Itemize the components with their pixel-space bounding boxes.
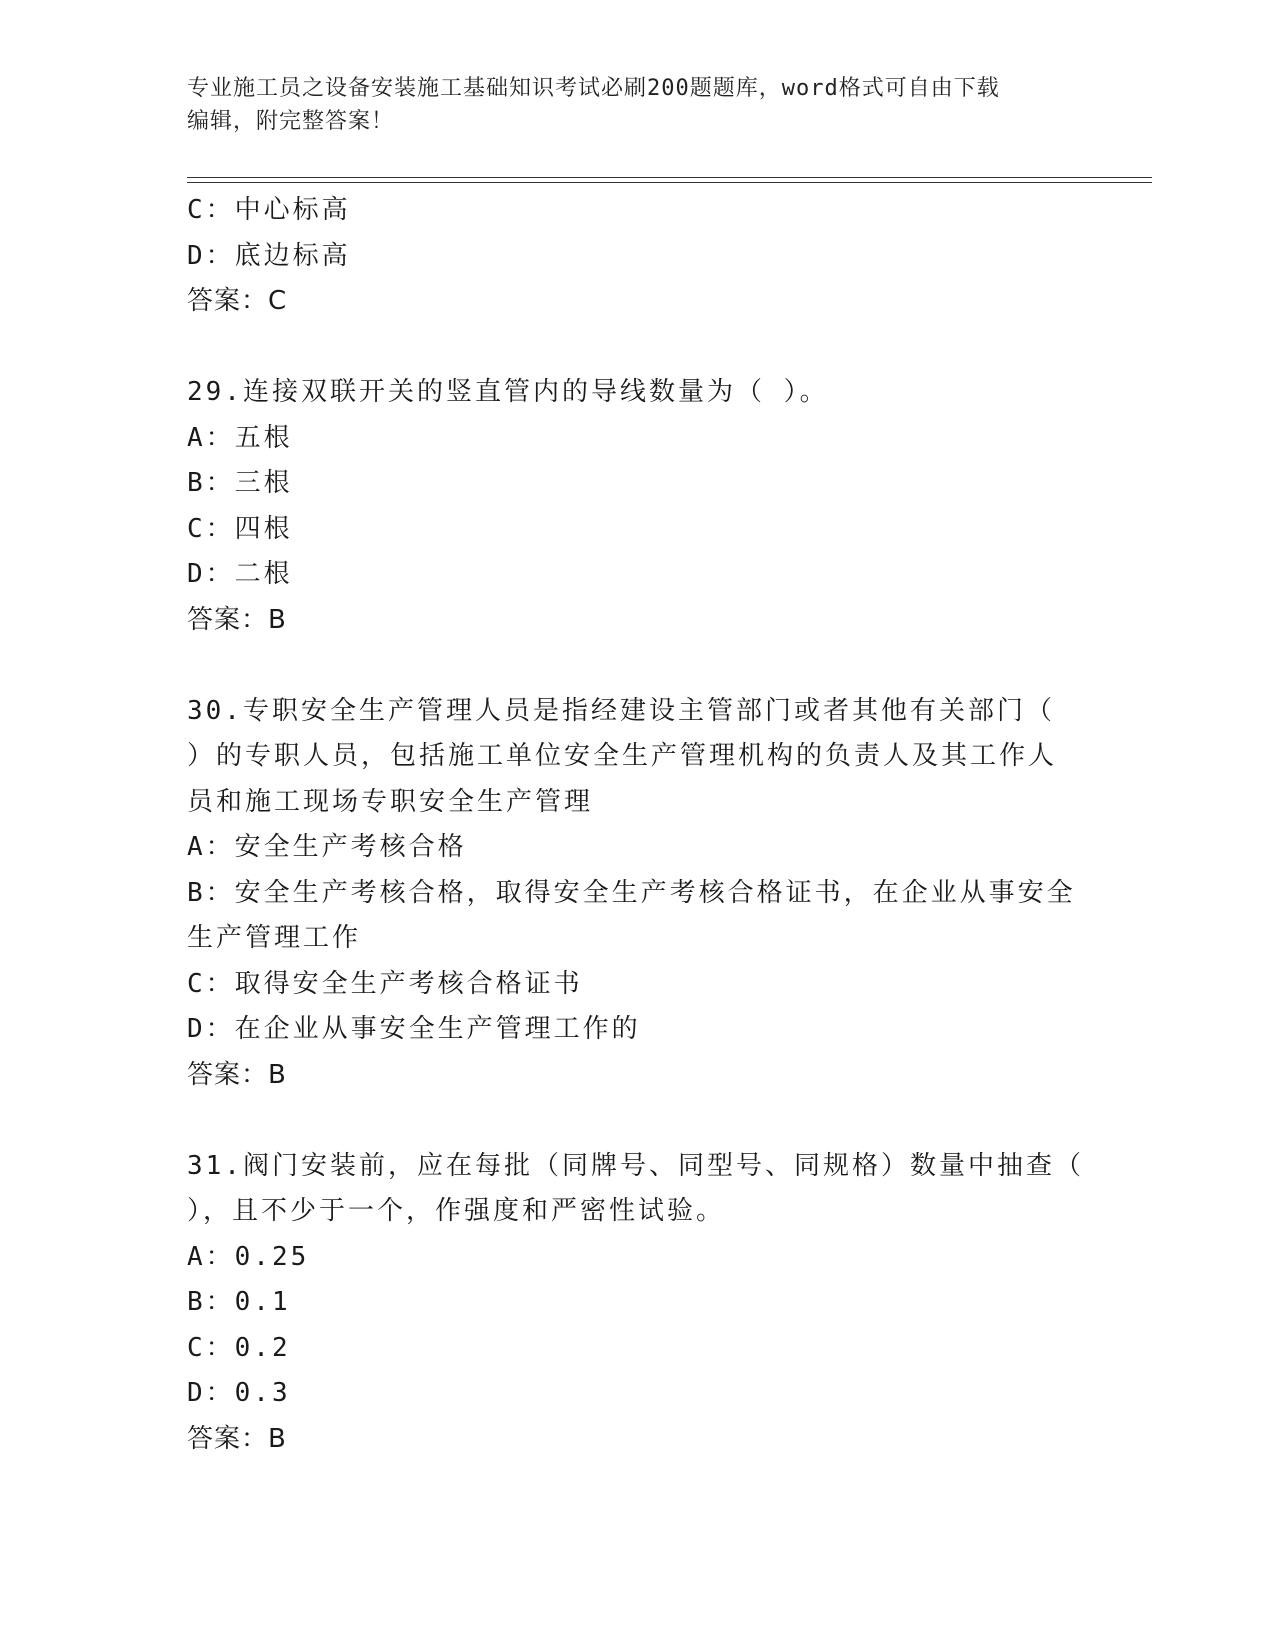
question-28-tail [187, 188, 1087, 325]
header-title-line-1: 专业施工员之设备安装施工基础知识考试必刷200题题库，word格式可自由下载 [187, 76, 1000, 101]
answer-line: 答案：C [187, 286, 288, 316]
question-stem-line-1: 30.专职安全生产管理人员是指经建设主管部门或者其他有关部门（ [187, 695, 1055, 726]
option-a: A：0.25 [187, 1241, 310, 1272]
question-stem-line-2: ）的专职人员，包括施工单位安全生产管理机构的负责人及其工作人 [187, 741, 1058, 771]
document-header [187, 72, 1067, 138]
header-divider-bottom [187, 182, 1152, 183]
header-title-line-2: 编辑，附完整答案！ [187, 109, 395, 134]
option-c: C：取得安全生产考核合格证书 [187, 968, 583, 999]
option-c: C：中心标高 [187, 195, 351, 225]
answer-line: 答案：B [187, 604, 287, 635]
option-a: A：五根 [187, 422, 293, 453]
option-a: A：安全生产考核合格 [187, 832, 467, 862]
option-d: D：二根 [187, 559, 293, 589]
question-stem-line-1: 31.阀门安装前，应在每批（同牌号、同型号、同规格）数量中抽查（ [187, 1150, 1084, 1181]
option-d: D：底边标高 [187, 240, 351, 271]
question-stem-line-2: ），且不少于一个，作强度和严密性试验。 [187, 1196, 726, 1226]
option-b: B：0.1 [187, 1287, 291, 1317]
spacer [187, 325, 1087, 371]
option-b: B：三根 [187, 468, 293, 498]
question-29 [187, 370, 1087, 643]
option-b-line-2: 生产管理工作 [187, 923, 362, 953]
option-b-line-1: B：安全生产考核合格，取得安全生产考核合格证书，在企业从事安全 [187, 877, 1076, 908]
question-30 [187, 689, 1087, 1099]
option-c: C：0.2 [187, 1332, 291, 1363]
header-divider-top [187, 177, 1152, 178]
option-c: C：四根 [187, 513, 293, 544]
option-d: D：0.3 [187, 1378, 291, 1408]
question-list [187, 188, 1087, 1462]
answer-line: 答案：B [187, 1059, 287, 1090]
spacer [187, 1098, 1087, 1144]
answer-line: 答案：B [187, 1423, 287, 1454]
option-d: D：在企业从事安全生产管理工作的 [187, 1014, 641, 1044]
question-stem-line-3: 员和施工现场专职安全生产管理 [187, 786, 594, 817]
spacer [187, 643, 1087, 689]
question-stem: 29.连接双联开关的竖直管内的导线数量为（ ）。 [187, 377, 829, 407]
question-31 [187, 1144, 1087, 1463]
